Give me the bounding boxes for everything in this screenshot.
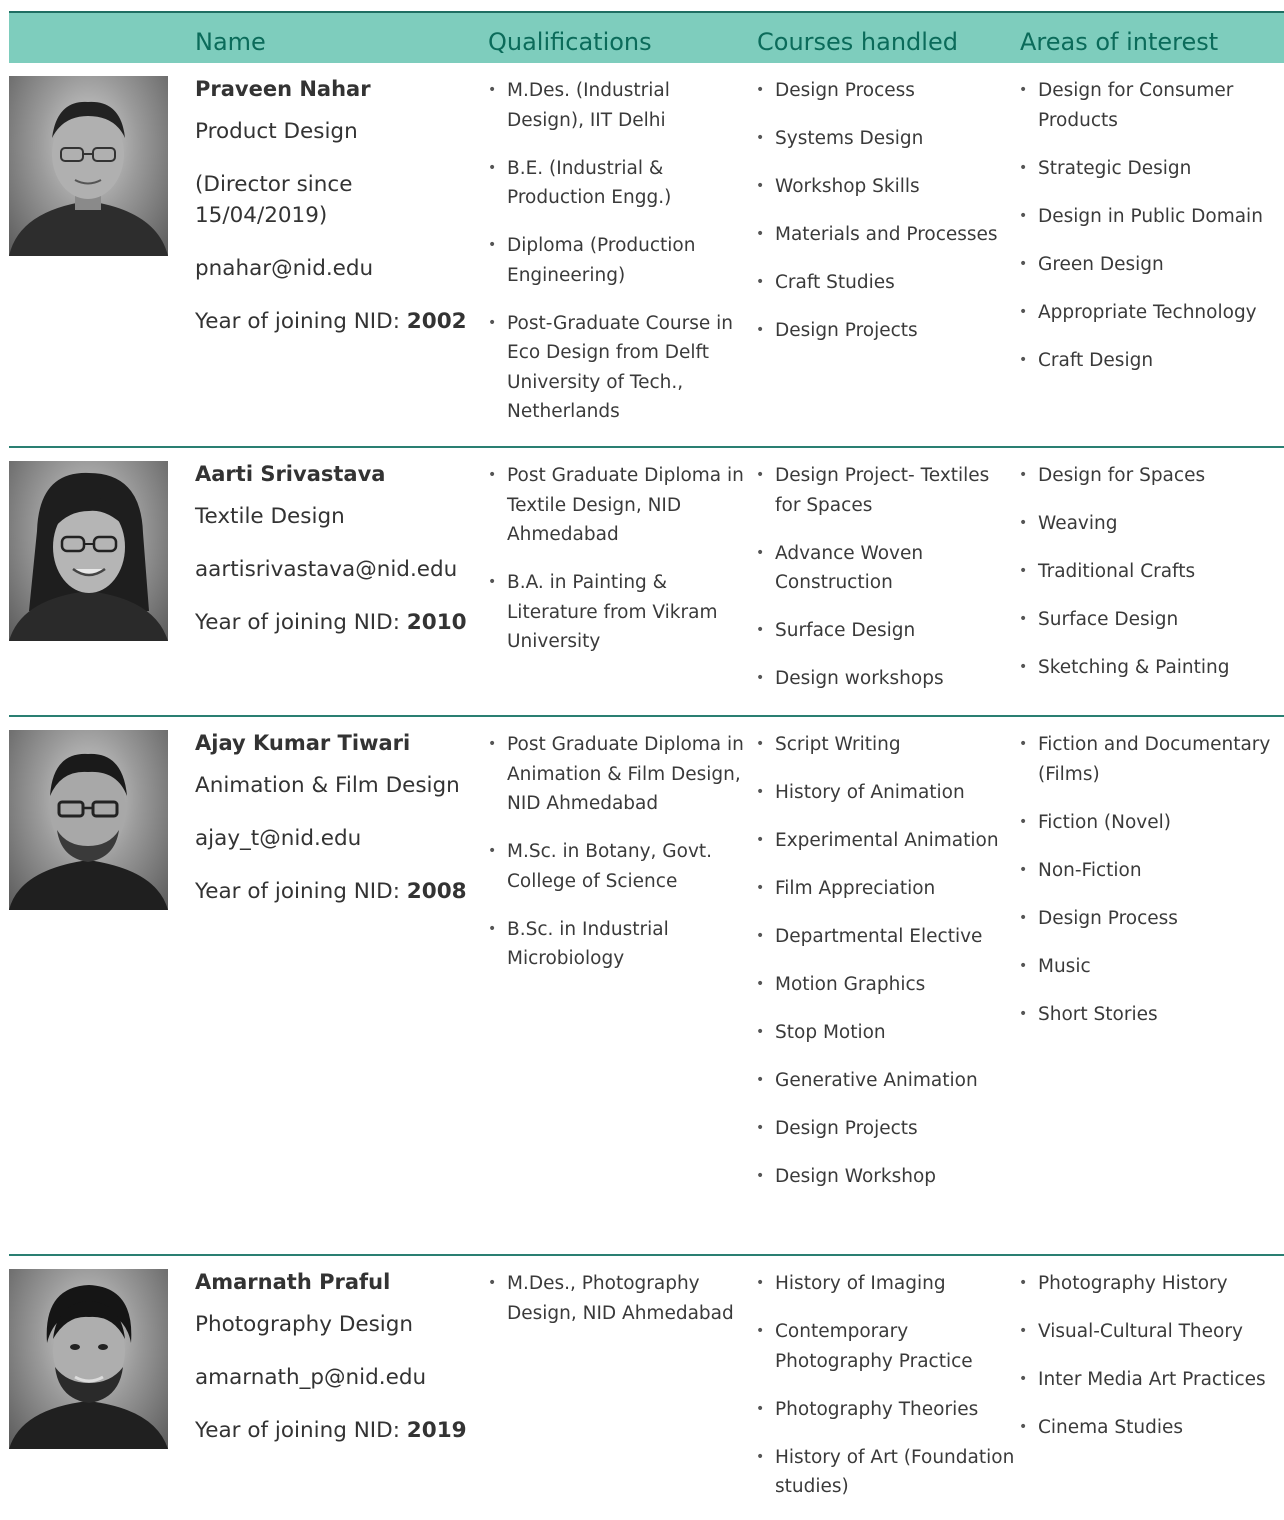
faculty-name: Ajay Kumar Tiwari: [195, 731, 411, 755]
list-item: • Design workshops: [756, 664, 1016, 694]
list-item: • Film Appreciation: [756, 874, 1016, 904]
list-item: • Fiction and Documentary (Films): [1019, 730, 1284, 789]
list-item: • B.Sc. in Industrial Microbiology: [488, 915, 746, 974]
list-item: • Design for Spaces: [1019, 461, 1284, 491]
list-item: • History of Imaging: [756, 1269, 1016, 1299]
joining-year: 2002: [406, 309, 467, 334]
qualifications-list: [488, 730, 746, 992]
list-item: • Contemporary Photography Practice: [756, 1317, 1016, 1376]
faculty-photo: [9, 730, 168, 910]
list-item: • Strategic Design: [1019, 154, 1284, 184]
courses-list: [756, 76, 1016, 364]
faculty-joining: Year of joining NID: 2002: [195, 309, 467, 334]
list-item: • Short Stories: [1019, 1000, 1284, 1030]
areas-list: [1019, 730, 1284, 1048]
faculty-name: Aarti Srivastava: [195, 462, 386, 486]
courses-list: [756, 461, 1016, 712]
faculty-joining: Year of joining NID: 2010: [195, 610, 467, 635]
list-item: • Photography History: [1019, 1269, 1284, 1299]
list-item: • Design Projects: [756, 1114, 1016, 1144]
list-item: • Departmental Elective: [756, 922, 1016, 952]
qualifications-list: [488, 1269, 746, 1347]
header-qualifications: Qualifications: [488, 28, 652, 56]
faculty-department: Animation & Film Design: [195, 773, 460, 798]
list-item: • Craft Design: [1019, 346, 1284, 376]
list-item: • Motion Graphics: [756, 970, 1016, 1000]
list-item: • Craft Studies: [756, 268, 1016, 298]
list-item: • Materials and Processes: [756, 220, 1016, 250]
list-item: • Music: [1019, 952, 1284, 982]
list-item: • Experimental Animation: [756, 826, 1016, 856]
faculty-note: (Director since 15/04/2019): [195, 172, 353, 228]
faculty-department: Product Design: [195, 119, 358, 144]
faculty-email: pnahar@nid.edu: [195, 256, 374, 281]
list-item: • Post Graduate Diploma in Textile Design, NID Ahmedabad: [488, 461, 746, 550]
list-item: • Traditional Crafts: [1019, 557, 1284, 587]
list-item: • Design for Consumer Products: [1019, 76, 1284, 135]
list-item: • Post Graduate Diploma in Animation & Film Design, NID Ahmedabad: [488, 730, 746, 819]
list-item: • Green Design: [1019, 250, 1284, 280]
list-item: • Design Process: [756, 76, 1016, 106]
joining-year: 2010: [406, 610, 467, 635]
faculty-joining: Year of joining NID: 2019: [195, 1418, 467, 1443]
faculty-photo: [9, 76, 168, 256]
faculty-joining: Year of joining NID: 2008: [195, 879, 467, 904]
list-item: • Generative Animation: [756, 1066, 1016, 1096]
areas-list: [1019, 1269, 1284, 1461]
list-item: • Sketching & Painting: [1019, 653, 1284, 683]
table-header: [9, 11, 1284, 63]
list-item: • Design Projects: [756, 316, 1016, 346]
qualifications-list: [488, 76, 746, 445]
header-name: Name: [195, 28, 266, 56]
list-item: • History of Animation: [756, 778, 1016, 808]
list-item: • Design Workshop: [756, 1162, 1016, 1192]
faculty-photo: [9, 1269, 168, 1449]
list-item: • Surface Design: [1019, 605, 1284, 635]
list-item: • Appropriate Technology: [1019, 298, 1284, 328]
faculty-photo: [9, 461, 168, 641]
joining-year: 2008: [406, 879, 467, 904]
list-item: • Systems Design: [756, 124, 1016, 154]
list-item: • Diploma (Production Engineering): [488, 231, 746, 290]
header-courses: Courses handled: [757, 28, 958, 56]
list-item: • B.E. (Industrial & Production Engg.): [488, 154, 746, 213]
list-item: • Design Project- Textiles for Spaces: [756, 461, 1016, 520]
areas-list: [1019, 461, 1284, 701]
row-divider: [9, 446, 1284, 448]
faculty-department: Photography Design: [195, 1312, 414, 1337]
faculty-department: Textile Design: [195, 504, 345, 529]
list-item: • M.Sc. in Botany, Govt. College of Science: [488, 837, 746, 896]
list-item: • Inter Media Art Practices: [1019, 1365, 1284, 1395]
list-item: • Fiction (Novel): [1019, 808, 1284, 838]
joining-year: 2019: [406, 1418, 467, 1443]
list-item: • Photography Theories: [756, 1395, 1016, 1425]
list-item: • Design in Public Domain: [1019, 202, 1284, 232]
faculty-email: amarnath_p@nid.edu: [195, 1365, 427, 1390]
areas-list: [1019, 76, 1284, 394]
faculty-name: Praveen Nahar: [195, 77, 371, 101]
list-item: • Surface Design: [756, 616, 1016, 646]
row-divider: [9, 715, 1284, 717]
list-item: • Cinema Studies: [1019, 1413, 1284, 1443]
qualifications-list: [488, 461, 746, 675]
list-item: • M.Des., Photography Design, NID Ahmedabad: [488, 1269, 746, 1328]
courses-list: [756, 1269, 1016, 1520]
list-item: • Weaving: [1019, 509, 1284, 539]
list-item: • History of Art (Foundation studies): [756, 1443, 1016, 1502]
list-item: • Post-Graduate Course in Eco Design from Delft University of Tech., Netherlands: [488, 309, 746, 427]
list-item: • Design Process: [1019, 904, 1284, 934]
faculty-name: Amarnath Praful: [195, 1270, 391, 1294]
list-item: • Stop Motion: [756, 1018, 1016, 1048]
list-item: • Advance Woven Construction: [756, 539, 1016, 598]
list-item: • Workshop Skills: [756, 172, 1016, 202]
list-item: • Visual-Cultural Theory: [1019, 1317, 1284, 1347]
row-divider: [9, 1254, 1284, 1256]
faculty-email: aartisrivastava@nid.edu: [195, 557, 458, 582]
list-item: • Non-Fiction: [1019, 856, 1284, 886]
header-areas: Areas of interest: [1020, 28, 1219, 56]
faculty-email: ajay_t@nid.edu: [195, 826, 362, 851]
list-item: • B.A. in Painting & Literature from Vikram University: [488, 568, 746, 657]
list-item: • Script Writing: [756, 730, 1016, 760]
list-item: • M.Des. (Industrial Design), IIT Delhi: [488, 76, 746, 135]
courses-list: [756, 730, 1016, 1210]
